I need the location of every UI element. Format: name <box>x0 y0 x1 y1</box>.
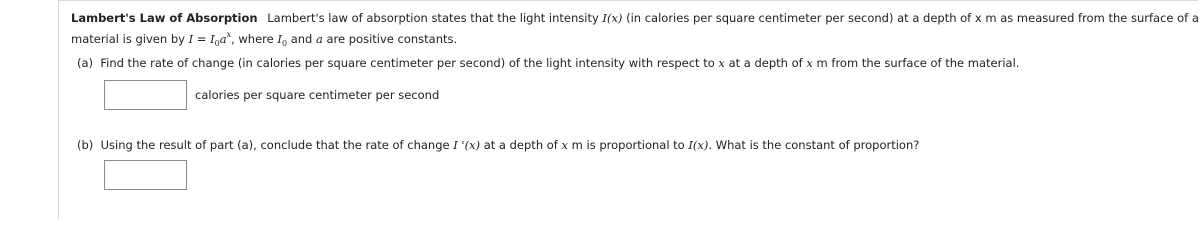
var-I: I <box>188 32 194 46</box>
part-a-label: (a) <box>77 56 94 70</box>
problem-title: Lambert's Law of Absorption <box>71 11 258 25</box>
equals-sign: = <box>196 32 207 46</box>
part-b-text: at a depth of <box>483 138 558 152</box>
part-b-text: Using the result of part (a), conclude that the rate of change <box>100 138 450 152</box>
var-x: x <box>806 56 813 70</box>
intro-line-2 <box>71 27 457 52</box>
intro-line-1 <box>71 10 1199 26</box>
part-a-prompt <box>77 55 1019 71</box>
part-a-text: m from the surface of the material. <box>816 56 1020 70</box>
intro-text: and <box>290 32 313 46</box>
exponent-x: x <box>226 30 232 39</box>
part-a-answer-box[interactable] <box>104 80 187 110</box>
part-b-text: . What is the constant of proportion? <box>708 138 920 152</box>
part-a-answer-input[interactable] <box>105 81 186 109</box>
part-b-text: m is proportional to <box>571 138 685 152</box>
part-b-label: (b) <box>77 138 94 152</box>
var-a: a <box>315 32 323 46</box>
intro-text: material is given by <box>71 32 185 46</box>
part-b-answer-box[interactable] <box>104 160 187 190</box>
var-a: a <box>219 32 227 46</box>
part-b-answer-input[interactable] <box>105 161 186 189</box>
part-a-text: at a depth of <box>728 56 803 70</box>
part-b-prompt <box>77 137 919 153</box>
var-I-of-x: I(x) <box>688 138 709 152</box>
var-x: x <box>718 56 725 70</box>
part-a-unit-label: calories per square centimeter per second <box>195 88 440 102</box>
intro-text: are positive constants. <box>326 32 458 46</box>
var-I-of-x: I(x) <box>602 11 623 25</box>
var-I0: $I_0$ <box>277 32 288 48</box>
var-I0: $I_0$ <box>210 32 220 48</box>
var-x: x <box>561 138 569 152</box>
intro-text: m as measured from the surface of a <box>985 11 1199 25</box>
intro-text: , where <box>231 32 274 46</box>
intro-text: (in calories per square centimeter per second) at a depth of <box>626 11 972 25</box>
var-x: x <box>974 11 982 25</box>
intro-text: Lambert's law of absorption states that the light intensity <box>267 11 599 25</box>
var-I-prime: I '(x) <box>453 138 481 152</box>
part-a-text: Find the rate of change (in calories per square centimeter per second) of the light intensity with respect to <box>100 56 715 70</box>
